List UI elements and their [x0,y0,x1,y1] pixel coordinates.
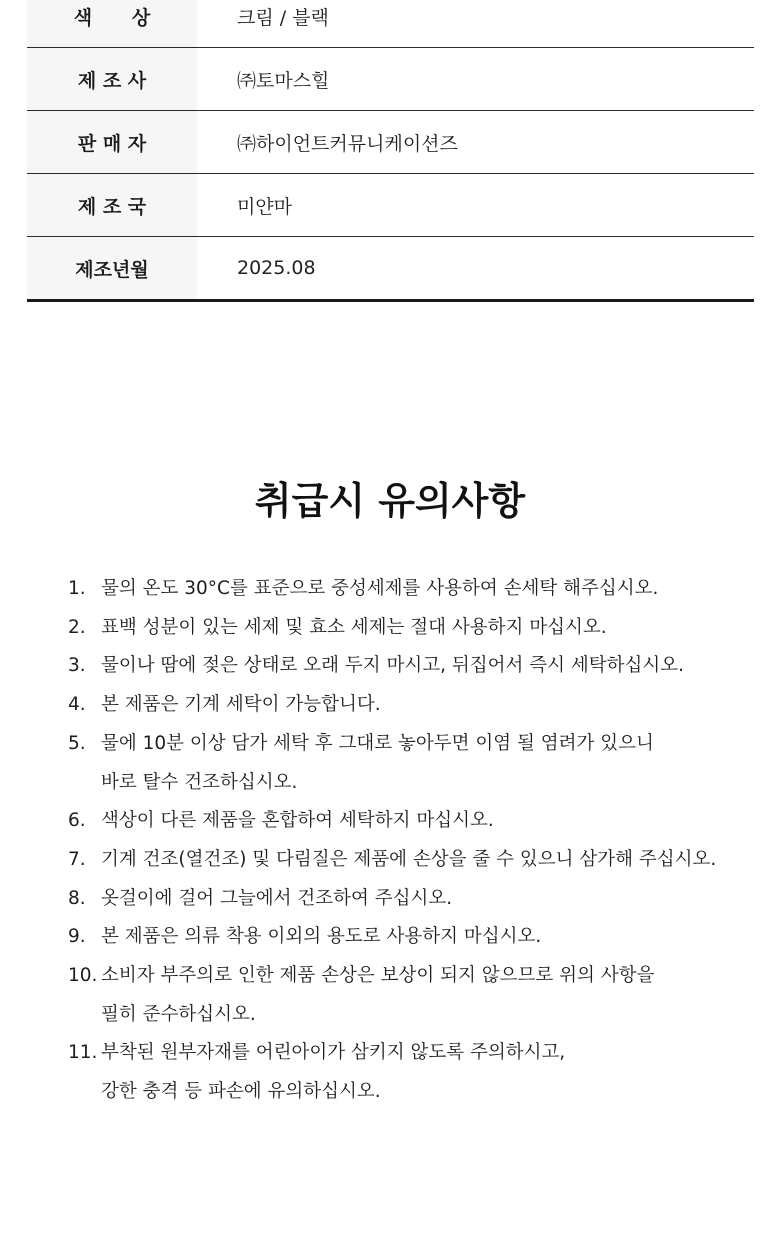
care-item-line: 강한 충격 등 파손에 유의하십시오. [101,1081,381,1103]
care-item [68,880,758,919]
spec-row-date [27,237,754,299]
care-item-text [101,802,758,841]
care-item-text [101,725,758,802]
spec-value: 크림 / 블랙 [237,6,329,29]
care-item-number: 10. [68,965,98,987]
care-item [68,647,758,686]
care-item [68,918,758,957]
care-item-text [101,918,758,957]
care-item-line: 표백 성분이 있는 세제 및 효소 세제는 절대 사용하지 마십시오. [101,616,607,638]
spec-label: 색 상 [27,0,197,47]
care-item-line: 본 제품은 기계 세탁이 가능합니다. [101,694,381,716]
care-item-line: 옷걸이에 걸어 그늘에서 건조하여 주십시오. [101,887,453,909]
care-item-number: 11. [68,1042,98,1064]
care-item-number: 5. [68,732,86,754]
care-item-number: 4. [68,694,86,716]
care-item-text [101,686,758,725]
care-item-line: 물이나 땀에 젖은 상태로 오래 두지 마시고, 뒤집어서 즉시 세탁하십시오. [101,655,684,677]
spec-label: 제 조 사 [27,48,197,110]
care-item-line: 소비자 부주의로 인한 제품 손상은 보상이 되지 않으므로 위의 사항을 [101,965,655,987]
care-item-text [101,880,758,919]
care-item [68,957,758,1034]
care-item-text [101,957,758,1034]
care-item [68,570,758,609]
care-item [68,1034,758,1111]
care-item-number: 2. [68,616,86,638]
care-item-text [101,841,758,880]
care-item-line: 기계 건조(열건조) 및 다림질은 제품에 손상을 줄 수 있으니 삼가해 주십시오. [101,848,717,870]
care-item-line: 필히 준수하십시오. [101,1003,256,1025]
care-item-text [101,609,758,648]
care-item [68,725,758,802]
spec-label: 제조년월 [27,237,197,299]
care-item [68,841,758,880]
care-item [68,609,758,648]
spec-value: ㈜토마스힐 [237,69,330,92]
care-item-text [101,647,758,686]
spec-value: ㈜하이언트커뮤니케이션즈 [237,132,458,155]
spec-label: 판 매 자 [27,111,197,173]
care-item-line: 바로 탈수 건조하십시오. [101,771,298,793]
care-title: 취급시 유의사항 [254,479,526,523]
care-item-line: 물에 10분 이상 담가 세탁 후 그대로 놓아두면 이염 될 염려가 있으니 [101,732,654,754]
care-item [68,686,758,725]
care-item-number: 6. [68,810,86,832]
care-item-line: 색상이 다른 제품을 혼합하여 세탁하지 마십시오. [101,810,494,832]
care-item-number: 9. [68,926,86,948]
care-item-number: 8. [68,887,86,909]
spec-value: 미얀마 [237,195,293,218]
care-item-line: 물의 온도 30°C를 표준으로 중성세제를 사용하여 손세탁 해주십시오. [101,578,659,599]
care-item [68,802,758,841]
care-item-number: 7. [68,848,86,870]
care-item-line: 본 제품은 의류 착용 이외의 용도로 사용하지 마십시오. [101,926,542,948]
spec-row-seller [27,111,754,174]
care-item-text [101,1034,758,1111]
spec-value: 2025.08 [237,257,316,279]
spec-row-color [27,0,754,48]
care-item-line: 부착된 원부자재를 어린아이가 삼키지 않도록 주의하시고, [101,1042,566,1064]
spec-table [27,0,754,302]
care-item-number: 3. [68,655,86,677]
care-list [68,570,758,1112]
care-item-text [101,570,758,609]
spec-label: 제 조 국 [27,174,197,236]
spec-row-country [27,174,754,237]
care-item-number: 1. [68,578,86,599]
spec-row-manufacturer [27,48,754,111]
